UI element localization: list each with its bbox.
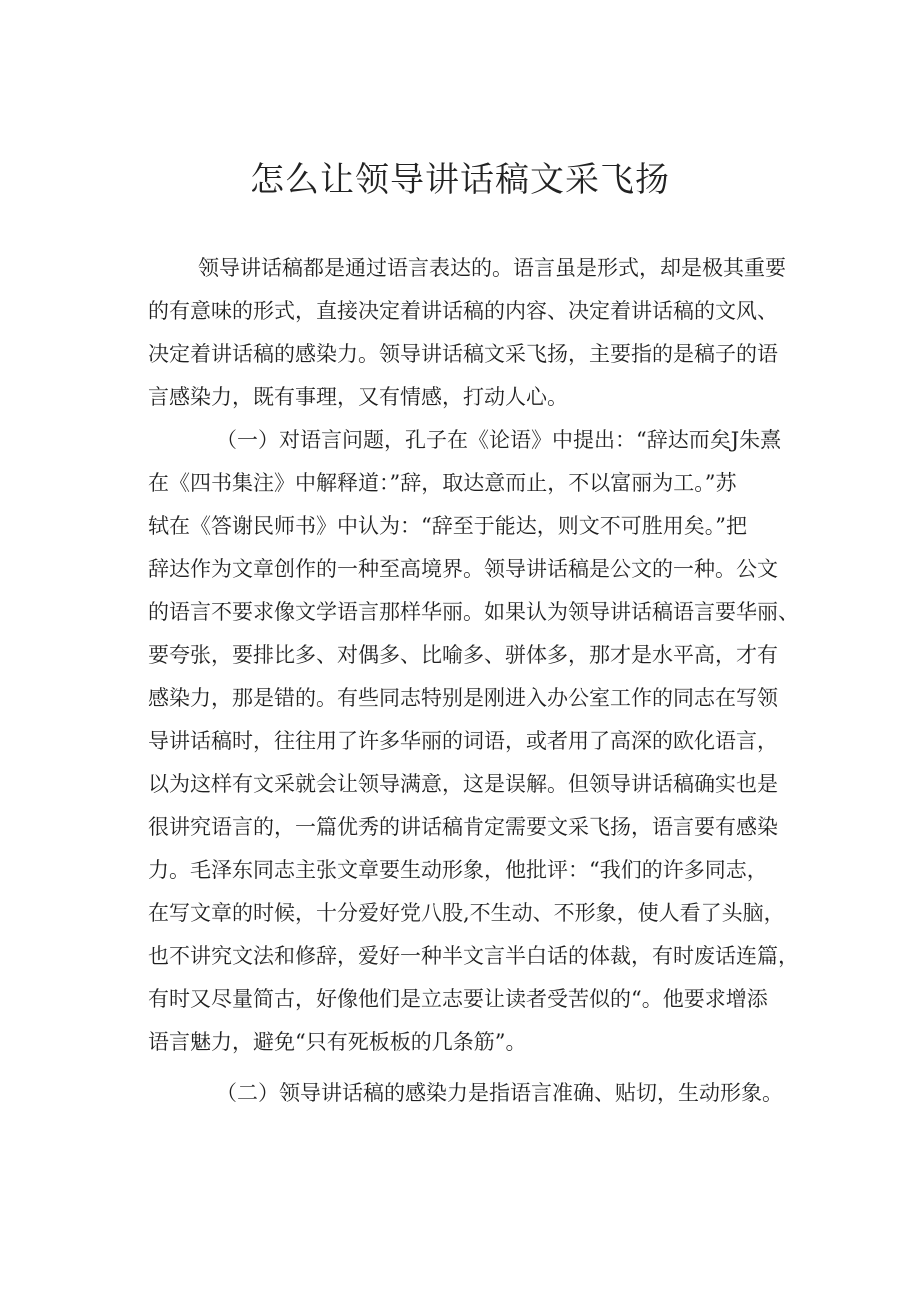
text-line: （一）对语言问题，孔子在《论语》中提出：“辞达而矣J朱熹: [216, 428, 782, 452]
text-line: 辞达作为文章创作的一种至高境界。领导讲话稿是公文的一种。公文: [148, 557, 778, 581]
text-line: 的有意味的形式，直接决定着讲话稿的内容、决定着讲话稿的文风、: [148, 299, 778, 323]
paragraph-intro: [148, 247, 828, 419]
text-line: 决定着讲话稿的感染力。领导讲话稿文采飞扬，主要指的是稿子的语: [148, 342, 778, 366]
paragraph-section-one: [148, 419, 828, 1064]
text-line: 力。毛泽东同志主张文章要生动形象，他批评：“我们的许多同志，: [148, 858, 768, 882]
text-line: 的语言不要求像文学语言那样华丽。如果认为领导讲话稿语言要华丽、: [148, 600, 799, 624]
text-line: 感染力，那是错的。有些同志特别是刚进入办公室工作的同志在写领: [148, 686, 778, 710]
text-line: 轼在《答谢民师书》中认为：“辞至于能达，则文不可胜用矣。”把: [148, 514, 747, 538]
text-line: 领导讲话稿都是通过语言表达的。语言虽是形式，却是极其重要: [198, 256, 786, 280]
document-title: 怎么让领导讲话稿文采飞扬: [250, 160, 670, 200]
text-line: 言感染力，既有事理，又有情感，打动人心。: [148, 385, 568, 409]
text-line: 语言魅力，避免“只有死板板的几条筋”。: [148, 1030, 527, 1054]
text-line: 也不讲究文法和修辞，爱好一种半文言半白话的体裁，有时废话连篇，: [148, 944, 799, 968]
paragraph-section-two: [148, 1072, 828, 1115]
text-line: 在《四书集注》中解释道：”辞，取达意而止，不以富丽为工。”苏: [148, 471, 737, 495]
text-line: （二）领导讲话稿的感染力是指语言准确、贴切，生动形象。: [216, 1081, 783, 1105]
text-line: 要夸张，要排比多、对偶多、比喻多、骈体多，那才是水平高，才有: [148, 643, 778, 667]
text-line: 导讲话稿时，往往用了许多华丽的词语，或者用了高深的欧化语言，: [148, 729, 778, 753]
text-line: 很讲究语言的，一篇优秀的讲话稿肯定需要文采飞扬，语言要有感染: [148, 815, 778, 839]
text-line: 以为这样有文采就会让领导满意，这是误解。但领导讲话稿确实也是: [148, 772, 778, 796]
text-line: 在写文章的时候，十分爱好党八股,不生动、不形象，使人看了头脑，: [148, 901, 785, 925]
text-line: 有时又尽量简古，好像他们是立志要让读者受苦似的“。他要求增添: [148, 987, 768, 1011]
